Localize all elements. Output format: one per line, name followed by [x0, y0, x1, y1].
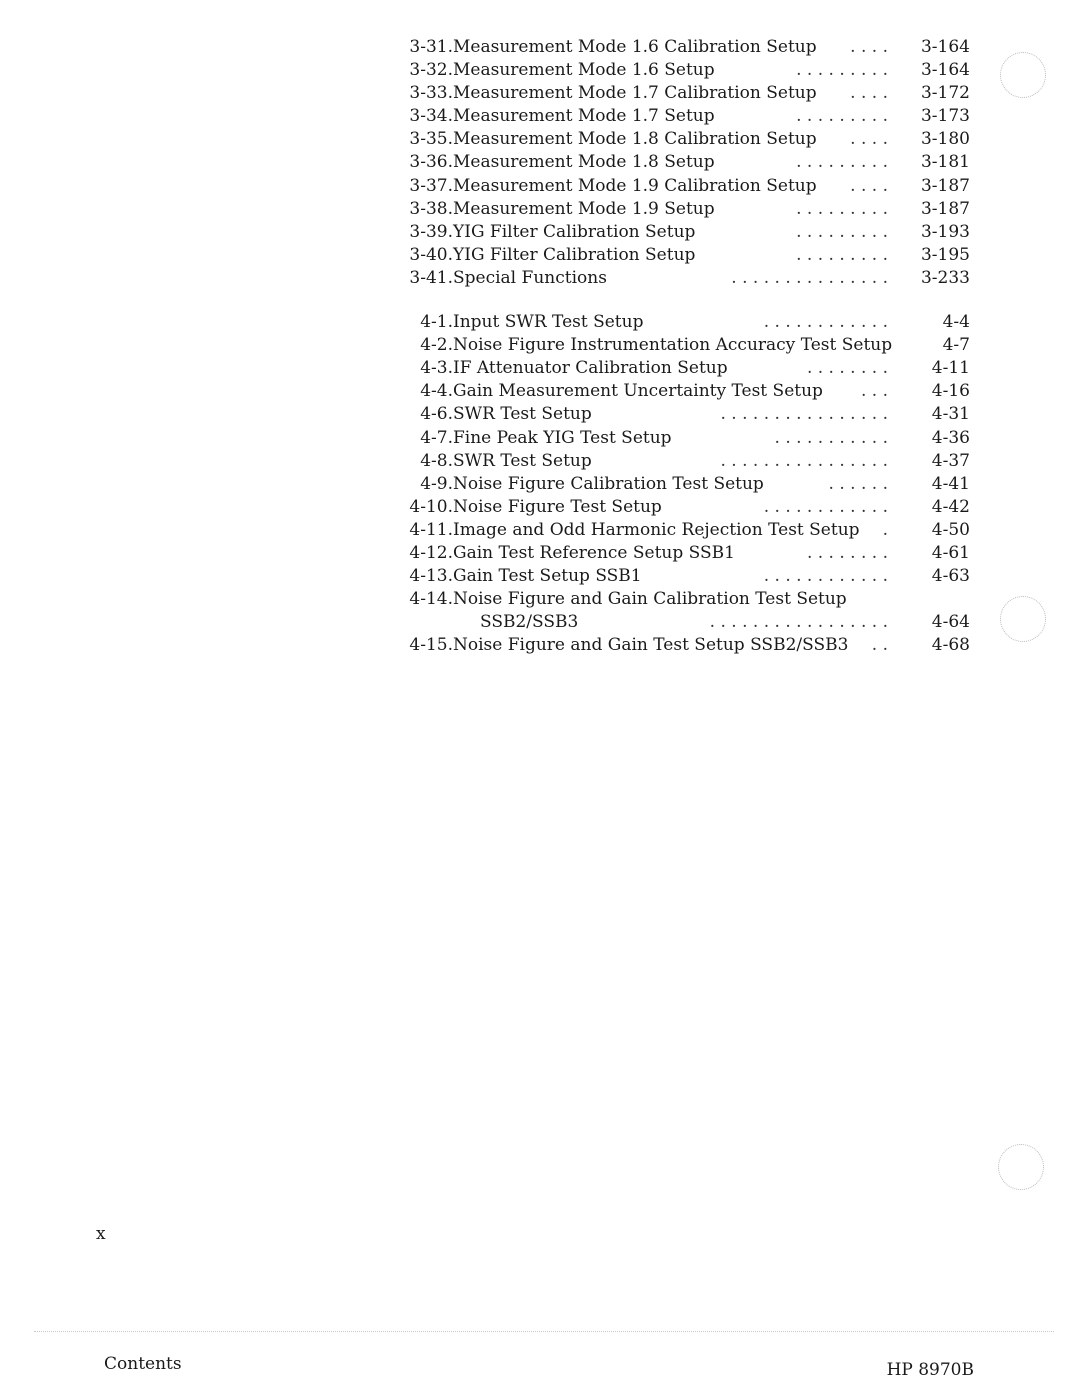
list-of-figures	[396, 36, 976, 678]
page-reference: 4-63	[931, 566, 970, 587]
figure-number: 3-39.	[409, 221, 453, 242]
page-reference: 4-11	[931, 358, 970, 379]
toc-entry[interactable]	[396, 588, 976, 611]
page-reference: 4-7	[942, 335, 970, 356]
toc-entry[interactable]	[396, 496, 976, 519]
binder-hole-top	[1000, 52, 1046, 98]
leader-dots: . . . . . . . . . . . .	[763, 566, 888, 587]
page-reference: 4-37	[931, 450, 970, 471]
toc-entry[interactable]	[396, 427, 976, 450]
figure-number: 4-11.	[409, 519, 453, 540]
toc-entry[interactable]	[396, 128, 976, 151]
figure-title: SWR Test Setup	[453, 404, 592, 425]
page-reference: 3-187	[920, 198, 970, 219]
leader-dots: .	[882, 519, 888, 540]
page-reference: 4-36	[931, 427, 970, 448]
page-reference: 4-42	[931, 496, 970, 517]
toc-entry[interactable]	[396, 473, 976, 496]
leader-dots: . . . . . . . .	[806, 542, 888, 563]
page-reference: 3-195	[920, 244, 970, 265]
figure-title: Noise Figure Test Setup	[453, 496, 662, 517]
page-reference: 4-16	[931, 381, 970, 402]
figure-title: Gain Measurement Uncertainty Test Setup	[453, 381, 823, 402]
figure-number: 3-38.	[409, 198, 453, 219]
leader-dots: . . . . . . . . . . . . . . . . .	[709, 612, 888, 633]
figure-number: 3-35.	[409, 129, 453, 150]
page-reference: 4-4	[942, 312, 970, 333]
figure-title: Noise Figure and Gain Test Setup SSB2/SSB3	[453, 635, 849, 656]
toc-entry[interactable]	[396, 334, 976, 357]
leader-dots: . . . . . . . . . . . .	[763, 312, 888, 333]
toc-entry[interactable]	[396, 198, 976, 221]
figure-title: Measurement Mode 1.6 Calibration Setup	[453, 37, 817, 57]
figure-title: Noise Figure Calibration Test Setup	[453, 473, 764, 494]
toc-entry[interactable]	[396, 403, 976, 426]
leader-dots: . . . . . . . . . . . .	[763, 496, 888, 517]
page-reference: 4-50	[931, 519, 970, 540]
figure-number: 4-6.	[420, 404, 453, 425]
figure-number: 3-37.	[409, 175, 453, 196]
figure-title: Measurement Mode 1.7 Setup	[453, 106, 715, 127]
toc-entry[interactable]	[396, 565, 976, 588]
figure-title: Gain Test Setup SSB1	[453, 566, 642, 587]
leader-dots: . . . .	[850, 129, 888, 150]
leader-dots: . .	[871, 635, 888, 656]
toc-entry[interactable]	[396, 175, 976, 198]
figure-title: Input SWR Test Setup	[453, 312, 644, 333]
page-reference: 4-64	[931, 612, 970, 633]
leader-dots: . . . .	[850, 83, 888, 104]
figure-title: Measurement Mode 1.6 Setup	[453, 60, 715, 81]
leader-dots: . . . . . . . .	[806, 358, 888, 379]
figure-title: Noise Figure and Gain Calibration Test Setup	[453, 589, 847, 610]
figure-number: 4-8.	[420, 450, 453, 471]
footer-section-label: Contents	[104, 1354, 182, 1374]
toc-entry[interactable]	[396, 36, 976, 59]
page-reference: 4-61	[931, 542, 970, 563]
figure-number: 4-7.	[420, 427, 453, 448]
page-reference: 3-193	[920, 221, 970, 242]
figure-number: 4-2.	[420, 335, 453, 356]
figure-number: 3-32.	[409, 60, 453, 81]
page-reference: 3-172	[920, 83, 970, 104]
leader-dots: . . . . . . . . .	[796, 152, 888, 173]
binder-hole-bottom	[998, 1144, 1044, 1190]
page-reference: 3-181	[920, 152, 970, 173]
toc-entry[interactable]	[396, 357, 976, 380]
figure-title: Special Functions	[453, 267, 607, 288]
leader-dots: . . . . . . . . . . . . . . .	[731, 267, 888, 288]
figure-number: 3-31.	[409, 37, 453, 57]
page-reference: 3-164	[920, 60, 970, 81]
toc-entry[interactable]	[396, 542, 976, 565]
toc-group-chapter-3	[396, 36, 976, 290]
footer-product-name: HP 8970B	[886, 1360, 974, 1380]
figure-number: 3-36.	[409, 152, 453, 173]
figure-number: 3-33.	[409, 83, 453, 104]
figure-number: 4-13.	[409, 566, 453, 587]
toc-entry[interactable]	[396, 519, 976, 542]
page-reference: 4-68	[931, 635, 970, 656]
page-reference: 3-233	[920, 267, 970, 288]
toc-entry[interactable]	[396, 311, 976, 334]
binder-hole-middle	[1000, 596, 1046, 642]
page-reference: 3-187	[920, 175, 970, 196]
toc-entry[interactable]	[396, 380, 976, 403]
figure-number: 3-40.	[409, 244, 453, 265]
figure-title: YIG Filter Calibration Setup	[453, 244, 696, 265]
leader-dots: . . . . . . . . .	[796, 106, 888, 127]
page-reference: 3-164	[920, 37, 970, 57]
toc-entry[interactable]	[396, 267, 976, 290]
figure-title: Gain Test Reference Setup SSB1	[453, 542, 735, 563]
footer-divider	[34, 1331, 1054, 1332]
figure-number: 3-41.	[409, 267, 453, 288]
toc-entry[interactable]	[396, 221, 976, 244]
leader-dots: . . . . . .	[828, 473, 888, 494]
figure-title: Measurement Mode 1.7 Calibration Setup	[453, 83, 817, 104]
figure-title: Measurement Mode 1.9 Setup	[453, 198, 715, 219]
figure-number: 4-3.	[420, 358, 453, 379]
figure-number: 4-10.	[409, 496, 453, 517]
toc-entry[interactable]	[396, 151, 976, 174]
leader-dots: . . . . . . . . .	[796, 244, 888, 265]
page-reference: 4-31	[931, 404, 970, 425]
figure-number: 4-1.	[420, 312, 453, 333]
figure-title: SWR Test Setup	[453, 450, 592, 471]
figure-title: IF Attenuator Calibration Setup	[453, 358, 728, 379]
toc-entry[interactable]	[396, 59, 976, 82]
leader-dots: . . . . . . . . . . .	[774, 427, 888, 448]
leader-dots: . . .	[860, 381, 888, 402]
figure-title: Measurement Mode 1.9 Calibration Setup	[453, 175, 817, 196]
page-folio: x	[96, 1224, 106, 1244]
toc-entry[interactable]	[396, 634, 976, 657]
leader-dots: . . . .	[850, 37, 888, 57]
leader-dots: . . . . . . . . .	[796, 198, 888, 219]
leader-dots: . . . .	[850, 175, 888, 196]
leader-dots: . . . . . . . . . . . . . . . .	[720, 404, 888, 425]
figure-title: SSB2/SSB3	[480, 612, 579, 633]
toc-entry[interactable]	[396, 82, 976, 105]
toc-entry[interactable]	[396, 105, 976, 128]
toc-entry[interactable]	[396, 244, 976, 267]
figure-title: Measurement Mode 1.8 Setup	[453, 152, 715, 173]
page-reference: 4-41	[931, 473, 970, 494]
figure-number: 4-4.	[420, 381, 453, 402]
page-reference: 3-180	[920, 129, 970, 150]
toc-entry[interactable]	[396, 611, 976, 634]
figure-title: Fine Peak YIG Test Setup	[453, 427, 672, 448]
leader-dots: . . . . . . . . .	[796, 60, 888, 81]
leader-dots: . . . . . . . . .	[796, 221, 888, 242]
figure-number: 4-12.	[409, 542, 453, 563]
figure-number: 4-9.	[420, 473, 453, 494]
figure-title: Image and Odd Harmonic Rejection Test Setup	[453, 519, 860, 540]
leader-dots: . . . . . . . . . . . . . . . .	[720, 450, 888, 471]
toc-entry[interactable]	[396, 450, 976, 473]
figure-number: 4-14.	[409, 589, 453, 610]
figure-number: 4-15.	[409, 635, 453, 656]
figure-title: Measurement Mode 1.8 Calibration Setup	[453, 129, 817, 150]
page-reference: 3-173	[920, 106, 970, 127]
figure-title: Noise Figure Instrumentation Accuracy Test Setup	[453, 335, 893, 356]
figure-title: YIG Filter Calibration Setup	[453, 221, 696, 242]
toc-group-chapter-4	[396, 311, 976, 657]
figure-number: 3-34.	[409, 106, 453, 127]
